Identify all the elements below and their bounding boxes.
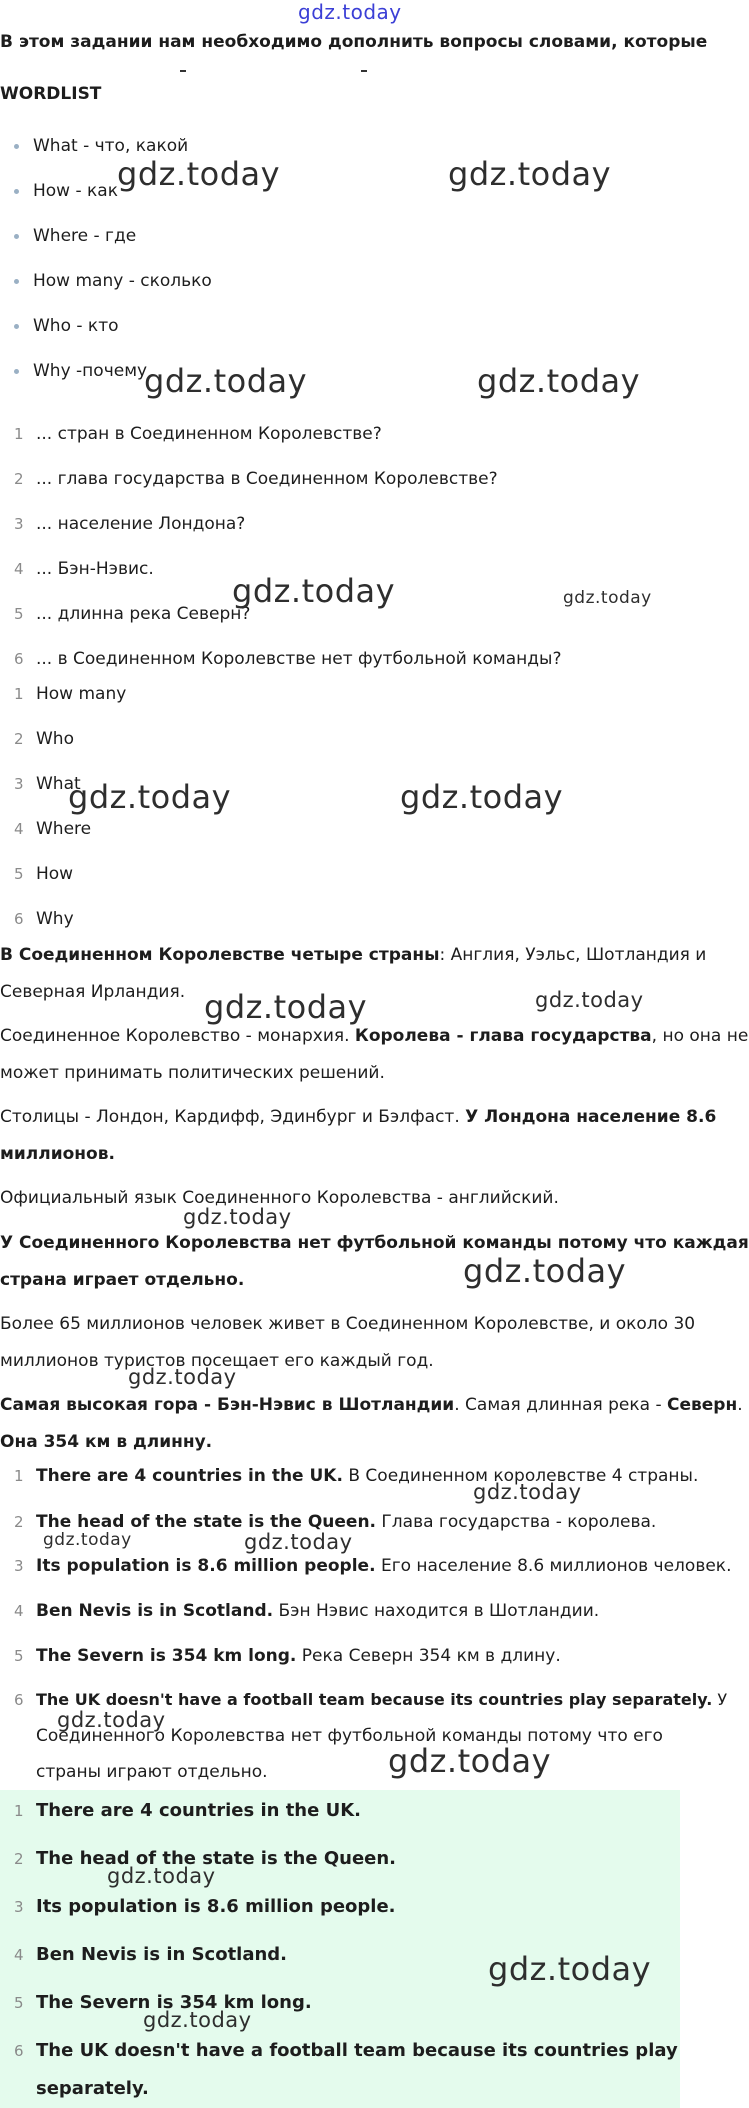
watermark: gdz.today [388, 1742, 552, 1780]
watermark: gdz.today [144, 362, 308, 400]
paragraph-geography: Самая высокая гора - Бэн-Нэвис в Шотландии. Самая длинная река - Северн. [0, 1395, 743, 1415]
bullet-icon [14, 189, 19, 194]
question-item: 1 ... стран в Соединенном Королевстве? [14, 424, 382, 444]
paragraph-football-line2: страна играет отдельно. [0, 1270, 245, 1290]
watermark: gdz.today [448, 155, 612, 193]
paragraph-capitals-line2: миллионов. [0, 1144, 115, 1164]
final-answer-item: 1 There are 4 countries in the UK. [14, 1800, 361, 1821]
watermark: gdz.today [477, 362, 641, 400]
watermark: gdz.today [473, 1480, 582, 1504]
watermark: gdz.today [463, 1252, 627, 1290]
paragraph-countries: В Соединенном Королевстве четыре страны: Англия, Уэльс, Шотландия и [0, 945, 707, 965]
header-watermark: gdz.today [298, 0, 402, 24]
answer-item: 1 How many [14, 684, 127, 704]
translation-item: 5 The Severn is 354 km long. Река Северн 354 км в длину. [14, 1646, 561, 1666]
paragraph-capitals: Столицы - Лондон, Кардифф, Эдинбург и Бэлфаст. У Лондона население 8.6 [0, 1107, 717, 1127]
question-item: 5 ... длинна река Северн? [14, 604, 251, 624]
watermark: gdz.today [117, 155, 281, 193]
translation-item: 3 Its population is 8.6 million people. Его население 8.6 миллионов человек. [14, 1556, 732, 1576]
watermark: gdz.today [183, 1205, 292, 1229]
watermark: gdz.today [68, 778, 232, 816]
translation-item: 6 The UK doesn't have a football team because its countries play separately. У [14, 1690, 728, 1709]
watermark: gdz.today [232, 572, 396, 610]
watermark: gdz.today [400, 778, 564, 816]
paragraph-geography-line2: Она 354 км в длинну. [0, 1432, 213, 1452]
wordlist-item: Why -почему [14, 361, 147, 381]
watermark: gdz.today [563, 588, 652, 608]
question-item: 6 ... в Соединенном Королевстве нет футбольной команды? [14, 649, 562, 669]
wordlist-item: Who - кто [14, 316, 119, 336]
translation-item: 4 Ben Nevis is in Scotland. Бэн Нэвис находится в Шотландии. [14, 1601, 600, 1621]
answer-item: 2 Who [14, 729, 74, 749]
translation-item: 1 There are 4 countries in the UK. В Соединенном королевстве 4 страны. [14, 1466, 699, 1486]
paragraph-monarchy: Соединенное Королевство - монархия. Королева - глава государства, но она не [0, 1026, 749, 1046]
bullet-icon [14, 369, 19, 374]
answer-item: 5 How [14, 864, 74, 884]
question-item: 3 ... население Лондона? [14, 514, 246, 534]
paragraph-football: У Соединенного Королевства нет футбольной команды потому что каждая [0, 1233, 749, 1253]
watermark: gdz.today [204, 988, 368, 1026]
wordlist-item: How - как [14, 181, 118, 201]
dash-mark [180, 70, 186, 72]
paragraph-population: Более 65 миллионов человек живет в Соединенном Королевстве, и около 30 [0, 1314, 696, 1334]
answer-item: 3 What [14, 774, 81, 794]
bullet-icon [14, 144, 19, 149]
wordlist-item: What - что, какой [14, 136, 188, 156]
question-item: 4 ... Бэн-Нэвис. [14, 559, 154, 579]
final-answer-item: 6 The UK doesn't have a football team because its countries play [14, 2040, 678, 2061]
paragraph-countries-line2: Северная Ирландия. [0, 982, 186, 1002]
answer-item: 6 Why [14, 909, 74, 929]
bullet-icon [14, 234, 19, 239]
watermark: gdz.today [43, 1530, 132, 1550]
bullet-icon [14, 324, 19, 329]
translation-item: 2 The head of the state is the Queen. Глава государства - королева. [14, 1512, 657, 1532]
intro-text: В этом задании нам необходимо дополнить вопросы словами, которые [0, 32, 708, 52]
paragraph-monarchy-line2: может принимать политических решений. [0, 1063, 385, 1083]
final-answer-item: 3 Its population is 8.6 million people. [14, 1896, 396, 1917]
watermark: gdz.today [107, 1864, 216, 1888]
final-answer-item-line2: separately. [36, 2078, 149, 2099]
translation-item-line2: Соединенного Королевства нет футбольной команды потому что его [36, 1726, 663, 1746]
watermark: gdz.today [244, 1530, 353, 1554]
watermark: gdz.today [535, 988, 644, 1012]
bullet-icon [14, 279, 19, 284]
watermark: gdz.today [128, 1365, 237, 1389]
paragraph-population-line2: миллионов туристов посещает его каждый год. [0, 1351, 434, 1371]
watermark: gdz.today [57, 1708, 166, 1732]
final-answer-item: 4 Ben Nevis is in Scotland. [14, 1944, 288, 1965]
wordlist-item: Where - где [14, 226, 136, 246]
watermark: gdz.today [143, 2008, 252, 2032]
question-item: 2 ... глава государства в Соединенном Королевстве? [14, 469, 498, 489]
answer-item: 4 Where [14, 819, 92, 839]
dash-mark [361, 70, 367, 72]
translation-item-line3: страны играют отдельно. [36, 1762, 268, 1782]
wordlist-item: How many - сколько [14, 271, 212, 291]
paragraph-language: Официальный язык Соединенного Королевства - английский. [0, 1188, 559, 1208]
watermark: gdz.today [488, 1950, 652, 1988]
final-answer-item: 5 The Severn is 354 km long. [14, 1992, 312, 2013]
wordlist-title: WORDLIST [0, 84, 102, 104]
final-answer-item: 2 The head of the state is the Queen. [14, 1848, 397, 1869]
